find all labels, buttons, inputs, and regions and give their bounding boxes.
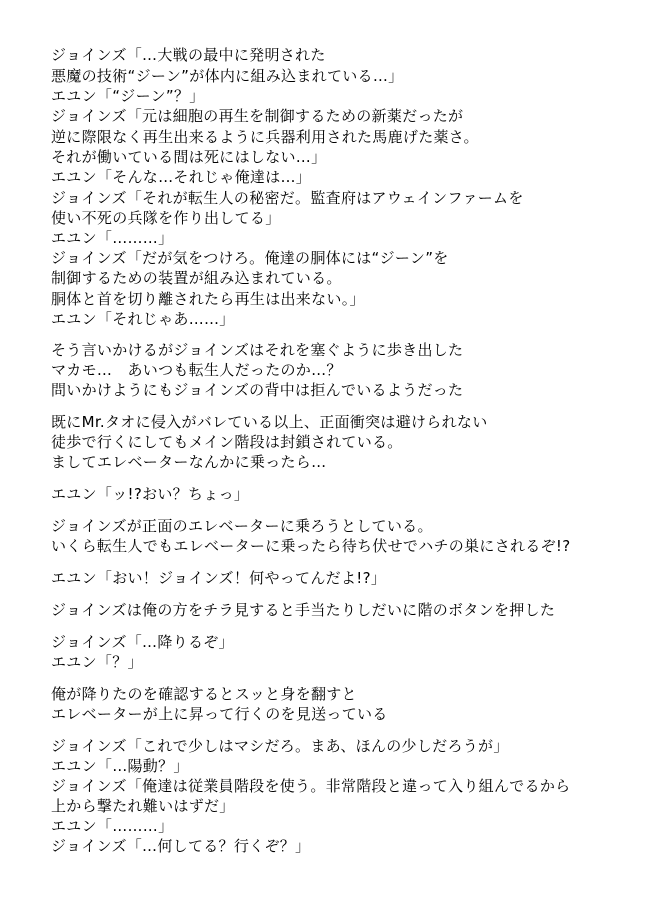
text-line: 上から撃たれ難いはずだ」: [51, 797, 235, 815]
text-line: マカモ… あいつも転生人だったのか…？: [51, 361, 342, 379]
text-line: 制御するための装置が組み込まれている。: [51, 269, 342, 287]
text-line: エユン「？」: [51, 653, 143, 671]
text-line: 徒歩で行くにしてもメイン階段は封鎖されている。: [51, 433, 403, 451]
text-line: ジョインズ「元は細胞の再生を制御するための新薬だったが: [51, 107, 464, 125]
text-line: 問いかけようにもジョインズの背中は拒んでいるようだった: [51, 381, 464, 399]
text-line: エレベーターが上に昇って行くのを見送っている: [51, 705, 388, 723]
text-line: ジョインズ「…何してる？行くぞ？」: [51, 837, 311, 855]
text-line: 既にMr.タオに侵入がバレている以上、正面衝突は避けられない: [51, 413, 488, 431]
text-line: ジョインズ「だが気をつけろ。俺達の胴体には“ジーン”を: [51, 249, 449, 267]
text-line: ジョインズ「…大戦の最中に発明された: [51, 46, 326, 64]
text-line: ジョインズ「…降りるぞ」: [51, 633, 234, 651]
text-line: 悪魔の技術“ジーン”が体内に組み込まれている…」: [51, 67, 404, 85]
text-line: エユン「“ジーン”？」: [51, 87, 205, 105]
text-line: 逆に際限なく再生出来るように兵器利用された馬鹿げた薬さ。: [51, 128, 479, 146]
text-line: いくら転生人でもエレベーターに乗ったら待ち伏せでハチの巣にされるぞ!?: [51, 537, 571, 555]
text-line: 俺が降りたのを確認するとスッと身を翻すと: [51, 685, 357, 703]
text-line: 使い不死の兵隊を作り出してる」: [51, 209, 281, 227]
text-line: エユン「………」: [51, 817, 174, 835]
text-line: ジョインズ「それが転生人の秘密だ。監査府はアウェインファームを: [51, 189, 524, 207]
text-line: エユン「ッ!?おい？ちょっ」: [51, 485, 250, 503]
text-line: エユン「…陽動？」: [51, 757, 189, 775]
text-line: エユン「そんな…それじゃ俺達は…」: [51, 168, 312, 186]
text-line: そう言いかけるがジョインズはそれを塞ぐように歩き出した: [51, 341, 464, 359]
text-line: ジョインズは俺の方をチラ見すると手当たりしだいに階のボタンを押した: [51, 601, 556, 619]
text-line: ジョインズが正面のエレベーターに乗ろうとしている。: [51, 517, 433, 535]
text-line: ジョインズ「これで少しはマシだろ。まあ、ほんの少しだろうが」: [51, 737, 509, 755]
text-line: ましてエレベーターなんかに乗ったら…: [51, 453, 327, 471]
text-line: ジョインズ「俺達は従業員階段を使う。非常階段と違って入り組んでるから: [51, 777, 571, 795]
text-line: 胴体と首を切り離されたら再生は出来ない。」: [51, 290, 365, 308]
text-line: エユン「それじゃあ……」: [51, 310, 235, 328]
text-line: エユン「………」: [51, 229, 174, 247]
text-line: エユン「おい！ジョインズ！何やってんだよ!?」: [51, 569, 387, 587]
text-line: それが働いている間は死にはしない…」: [51, 148, 327, 166]
